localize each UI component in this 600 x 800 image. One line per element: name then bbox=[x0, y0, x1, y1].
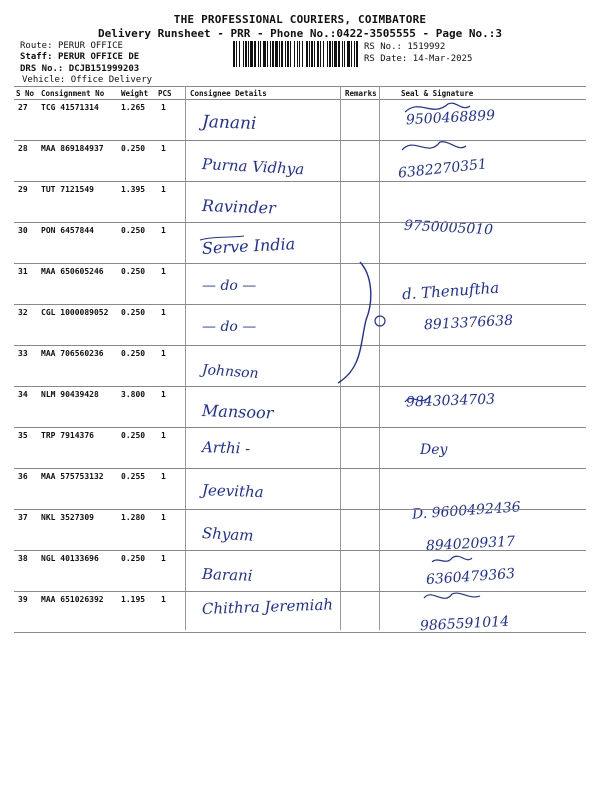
col-header-sno: S No bbox=[16, 89, 35, 98]
row-consignment-no: TUT 7121549 bbox=[41, 185, 94, 194]
row-consignee-handwritten: — do — bbox=[202, 278, 257, 294]
row-consignment-no: TRP 7914376 bbox=[41, 431, 94, 440]
row-weight: 0.250 bbox=[121, 267, 146, 276]
row-consignee-handwritten: Chithra Jeremiah bbox=[201, 595, 334, 618]
row-consignee-handwritten: Ravinder bbox=[201, 196, 277, 218]
drs-label: DRS No.: bbox=[20, 64, 64, 74]
row-weight: 0.250 bbox=[121, 226, 146, 235]
row-consignee-handwritten: Johnson bbox=[201, 362, 260, 382]
row-consignment-no: NKL 3527309 bbox=[41, 513, 94, 522]
row-sno: 31 bbox=[18, 267, 28, 276]
row-consignment-no: CGL 1000089052 bbox=[41, 308, 109, 317]
row-consignment-no: MAA 869184937 bbox=[41, 144, 104, 153]
row-sno: 37 bbox=[18, 513, 28, 522]
row-signature-handwritten: 6382270351 bbox=[397, 156, 488, 182]
rs-no-label: RS No.: bbox=[364, 42, 402, 52]
drs-value: DCJB151999203 bbox=[68, 64, 140, 74]
row-consignment-no: MAA 706560236 bbox=[41, 349, 104, 358]
row-sno: 30 bbox=[18, 226, 28, 235]
row-sno: 33 bbox=[18, 349, 28, 358]
row-signature-handwritten: 9500468899 bbox=[405, 107, 496, 129]
col-header-weight: Weight bbox=[121, 89, 149, 98]
col-header-remarks: Remarks bbox=[345, 89, 377, 98]
extra-signature: d. Thenuftha bbox=[401, 278, 500, 304]
col-header-signature: Seal & Signature bbox=[401, 89, 474, 98]
row-weight: 0.250 bbox=[121, 308, 146, 317]
row-sno: 38 bbox=[18, 554, 28, 563]
row-pcs: 1 bbox=[161, 554, 166, 563]
row-signature-handwritten: 8940209317 bbox=[425, 533, 516, 555]
row-weight: 1.280 bbox=[121, 513, 146, 522]
row-pcs: 1 bbox=[161, 513, 166, 522]
row-weight: 0.255 bbox=[121, 472, 146, 481]
row-consignee-handwritten: Purna Vidhya bbox=[201, 155, 305, 179]
row-sno: 39 bbox=[18, 595, 28, 604]
row-pcs: 1 bbox=[161, 390, 166, 399]
route-value: PERUR OFFICE bbox=[57, 41, 123, 51]
row-pcs: 1 bbox=[161, 595, 166, 604]
row-weight: 3.800 bbox=[121, 390, 146, 399]
row-pcs: 1 bbox=[161, 308, 166, 317]
route-label: Route: bbox=[20, 41, 53, 51]
staff-label: Staff: bbox=[20, 52, 53, 62]
row-pcs: 1 bbox=[161, 103, 166, 112]
rs-date-label: RS Date: bbox=[364, 54, 408, 64]
row-weight: 1.265 bbox=[121, 103, 146, 112]
vehicle-value: Office Delivery bbox=[70, 75, 153, 85]
staff-value: PERUR OFFICE DE bbox=[57, 52, 140, 62]
row-weight: 0.250 bbox=[121, 349, 146, 358]
col-header-consignment: Consignment No bbox=[41, 89, 105, 98]
row-weight: 0.250 bbox=[121, 554, 146, 563]
row-pcs: 1 bbox=[161, 349, 166, 358]
row-sno: 28 bbox=[18, 144, 28, 153]
row-signature-handwritten: 9843034703 bbox=[405, 391, 496, 411]
row-pcs: 1 bbox=[161, 267, 166, 276]
row-consignment-no: NLM 90439428 bbox=[41, 390, 99, 399]
row-consignee-handwritten: Arthi - bbox=[201, 438, 251, 458]
row-pcs: 1 bbox=[161, 226, 166, 235]
row-consignee-handwritten: Barani bbox=[201, 565, 253, 585]
company-title: THE PROFESSIONAL COURIERS, COIMBATORE bbox=[173, 13, 427, 26]
col-header-pcs: PCS bbox=[158, 89, 172, 98]
row-sno: 35 bbox=[18, 431, 28, 440]
row-consignment-no: MAA 650605246 bbox=[41, 267, 104, 276]
row-consignment-no: NGL 40133696 bbox=[41, 554, 99, 563]
row-signature-handwritten: 9865591014 bbox=[419, 613, 510, 635]
runsheet-subtitle: Delivery Runsheet - PRR - Phone No.:0422-3505555 - Page No.:3 bbox=[98, 27, 502, 40]
row-pcs: 1 bbox=[161, 431, 166, 440]
row-sno: 32 bbox=[18, 308, 28, 317]
row-pcs: 1 bbox=[161, 472, 166, 481]
row-consignment-no: TCG 41571314 bbox=[41, 103, 99, 112]
row-consignee-handwritten: Serve India bbox=[201, 234, 296, 258]
rs-no-value: 1519992 bbox=[407, 42, 446, 52]
row-sno: 36 bbox=[18, 472, 28, 481]
row-pcs: 1 bbox=[161, 144, 166, 153]
row-signature-handwritten: 8913376638 bbox=[423, 312, 514, 334]
row-consignee-handwritten: Janani bbox=[201, 112, 257, 134]
col-header-consignee: Consignee Details bbox=[190, 89, 267, 98]
row-consignee-handwritten: Shyam bbox=[201, 524, 254, 545]
row-sno: 27 bbox=[18, 103, 28, 112]
row-signature-handwritten: D. 9600492436 bbox=[411, 499, 522, 523]
row-signature-handwritten: 9750005010 bbox=[403, 217, 494, 239]
row-signature-handwritten: Dey bbox=[420, 442, 448, 458]
row-consignment-no: MAA 575753132 bbox=[41, 472, 104, 481]
row-weight: 0.250 bbox=[121, 144, 146, 153]
row-consignment-no: MAA 651026392 bbox=[41, 595, 104, 604]
row-consignee-handwritten: Mansoor bbox=[201, 401, 274, 423]
row-sno: 29 bbox=[18, 185, 28, 194]
row-signature-handwritten: 6360479363 bbox=[425, 565, 516, 589]
row-consignee-handwritten: Jeevitha bbox=[201, 481, 264, 502]
rs-date-value: 14-Mar-2025 bbox=[412, 54, 473, 64]
row-pcs: 1 bbox=[161, 185, 166, 194]
row-consignee-handwritten: — do — bbox=[202, 319, 257, 335]
vehicle-label: Vehicle: bbox=[22, 75, 66, 85]
row-weight: 0.250 bbox=[121, 431, 146, 440]
row-sno: 34 bbox=[18, 390, 28, 399]
row-weight: 1.395 bbox=[121, 185, 146, 194]
row-weight: 1.195 bbox=[121, 595, 146, 604]
row-consignment-no: PON 6457844 bbox=[41, 226, 94, 235]
